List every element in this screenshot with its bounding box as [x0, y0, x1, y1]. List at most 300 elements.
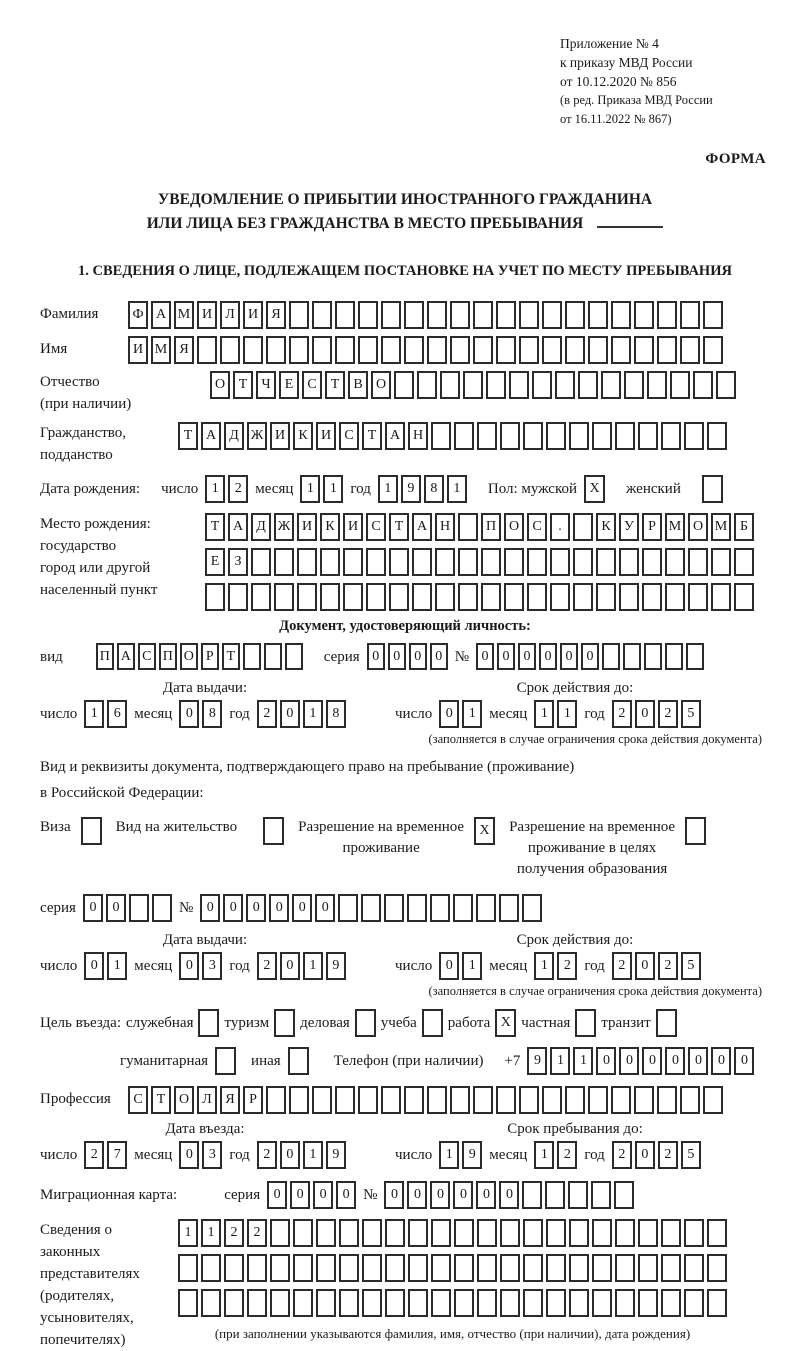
- form-cell[interactable]: 0: [642, 1047, 662, 1075]
- form-cell[interactable]: [381, 301, 401, 329]
- form-cell[interactable]: [440, 371, 460, 399]
- form-cell[interactable]: [450, 301, 470, 329]
- form-cell[interactable]: 0: [280, 1141, 300, 1169]
- form-cell[interactable]: [707, 1219, 727, 1247]
- form-cell[interactable]: [201, 1289, 221, 1317]
- form-cell[interactable]: И: [343, 513, 363, 541]
- form-cell[interactable]: [394, 371, 414, 399]
- form-cell[interactable]: 0: [560, 643, 578, 670]
- form-cell[interactable]: [665, 583, 685, 611]
- form-cell[interactable]: Ч: [256, 371, 276, 399]
- form-cell[interactable]: [384, 894, 404, 922]
- form-cell[interactable]: [320, 583, 340, 611]
- form-cell[interactable]: П: [96, 643, 114, 670]
- form-cell[interactable]: 2: [612, 1141, 632, 1169]
- form-cell[interactable]: [519, 336, 539, 364]
- form-cell[interactable]: [247, 1254, 267, 1282]
- form-cell[interactable]: П: [159, 643, 177, 670]
- temp-residence-edu-checkbox[interactable]: [685, 817, 706, 845]
- form-cell[interactable]: Л: [220, 301, 240, 329]
- form-cell[interactable]: 9: [401, 475, 421, 503]
- form-cell[interactable]: 1: [534, 1141, 554, 1169]
- form-cell[interactable]: [316, 1254, 336, 1282]
- form-cell[interactable]: [707, 422, 727, 450]
- form-cell[interactable]: М: [174, 301, 194, 329]
- form-cell[interactable]: [680, 336, 700, 364]
- form-cell[interactable]: 0: [200, 894, 220, 922]
- form-cell[interactable]: Я: [174, 336, 194, 364]
- form-cell[interactable]: [642, 548, 662, 576]
- form-cell[interactable]: [293, 1289, 313, 1317]
- form-cell[interactable]: [542, 1086, 562, 1114]
- form-cell[interactable]: 0: [439, 700, 459, 728]
- form-cell[interactable]: [243, 643, 261, 670]
- form-cell[interactable]: А: [117, 643, 135, 670]
- form-cell[interactable]: [430, 894, 450, 922]
- form-cell[interactable]: [274, 583, 294, 611]
- form-cell[interactable]: [205, 583, 225, 611]
- form-cell[interactable]: [224, 1289, 244, 1317]
- form-cell[interactable]: [573, 583, 593, 611]
- form-cell[interactable]: [619, 548, 639, 576]
- form-cell[interactable]: [408, 1254, 428, 1282]
- form-cell[interactable]: [289, 301, 309, 329]
- form-cell[interactable]: [601, 371, 621, 399]
- form-cell[interactable]: [615, 1219, 635, 1247]
- form-cell[interactable]: [427, 1086, 447, 1114]
- form-cell[interactable]: А: [228, 513, 248, 541]
- form-cell[interactable]: [588, 1086, 608, 1114]
- form-cell[interactable]: 5: [681, 1141, 701, 1169]
- form-cell[interactable]: [684, 1289, 704, 1317]
- form-cell[interactable]: [431, 422, 451, 450]
- form-cell[interactable]: [578, 371, 598, 399]
- form-cell[interactable]: Т: [233, 371, 253, 399]
- form-cell[interactable]: [591, 1181, 611, 1209]
- form-cell[interactable]: 0: [179, 952, 199, 980]
- form-cell[interactable]: З: [228, 548, 248, 576]
- form-cell[interactable]: 0: [635, 700, 655, 728]
- form-cell[interactable]: [546, 1289, 566, 1317]
- form-cell[interactable]: [243, 336, 263, 364]
- form-cell[interactable]: [496, 301, 516, 329]
- form-cell[interactable]: [427, 336, 447, 364]
- form-cell[interactable]: [224, 1254, 244, 1282]
- form-cell[interactable]: М: [665, 513, 685, 541]
- form-cell[interactable]: [220, 336, 240, 364]
- form-cell[interactable]: 9: [527, 1047, 547, 1075]
- form-cell[interactable]: 2: [612, 952, 632, 980]
- form-cell[interactable]: 0: [267, 1181, 287, 1209]
- form-cell[interactable]: [527, 583, 547, 611]
- form-cell[interactable]: [486, 371, 506, 399]
- form-cell[interactable]: [463, 371, 483, 399]
- form-cell[interactable]: [496, 336, 516, 364]
- form-cell[interactable]: 7: [107, 1141, 127, 1169]
- form-cell[interactable]: А: [412, 513, 432, 541]
- form-cell[interactable]: [684, 1254, 704, 1282]
- form-cell[interactable]: 0: [734, 1047, 754, 1075]
- form-cell[interactable]: [385, 1219, 405, 1247]
- form-cell[interactable]: М: [711, 513, 731, 541]
- form-cell[interactable]: [412, 583, 432, 611]
- form-cell[interactable]: [481, 583, 501, 611]
- purpose-tourism-checkbox[interactable]: [274, 1009, 295, 1037]
- form-cell[interactable]: [473, 301, 493, 329]
- form-cell[interactable]: [289, 336, 309, 364]
- form-cell[interactable]: Р: [243, 1086, 263, 1114]
- form-cell[interactable]: [592, 1254, 612, 1282]
- form-cell[interactable]: [404, 301, 424, 329]
- form-cell[interactable]: 1: [550, 1047, 570, 1075]
- form-cell[interactable]: [592, 1289, 612, 1317]
- form-cell[interactable]: [500, 1254, 520, 1282]
- form-cell[interactable]: [178, 1289, 198, 1317]
- form-cell[interactable]: [638, 1254, 658, 1282]
- form-cell[interactable]: С: [527, 513, 547, 541]
- form-cell[interactable]: 6: [107, 700, 127, 728]
- temp-residence-checkbox[interactable]: X: [474, 817, 495, 845]
- form-cell[interactable]: [569, 1289, 589, 1317]
- form-cell[interactable]: 1: [378, 475, 398, 503]
- form-cell[interactable]: И: [128, 336, 148, 364]
- form-cell[interactable]: [523, 1289, 543, 1317]
- purpose-other-checkbox[interactable]: [288, 1047, 309, 1075]
- form-cell[interactable]: [711, 583, 731, 611]
- form-cell[interactable]: И: [297, 513, 317, 541]
- form-cell[interactable]: [573, 513, 593, 541]
- form-cell[interactable]: [152, 894, 172, 922]
- form-cell[interactable]: В: [348, 371, 368, 399]
- form-cell[interactable]: [338, 894, 358, 922]
- form-cell[interactable]: 2: [658, 952, 678, 980]
- form-cell[interactable]: [458, 583, 478, 611]
- form-cell[interactable]: [532, 371, 552, 399]
- form-cell[interactable]: 1: [439, 1141, 459, 1169]
- form-cell[interactable]: [477, 1289, 497, 1317]
- form-cell[interactable]: [638, 422, 658, 450]
- form-cell[interactable]: [427, 301, 447, 329]
- form-cell[interactable]: [680, 1086, 700, 1114]
- form-cell[interactable]: [362, 1289, 382, 1317]
- form-cell[interactable]: .: [550, 513, 570, 541]
- form-cell[interactable]: Д: [251, 513, 271, 541]
- form-cell[interactable]: 0: [688, 1047, 708, 1075]
- form-cell[interactable]: 1: [201, 1219, 221, 1247]
- form-cell[interactable]: 0: [280, 700, 300, 728]
- form-cell[interactable]: [611, 301, 631, 329]
- form-cell[interactable]: [477, 1254, 497, 1282]
- form-cell[interactable]: 1: [573, 1047, 593, 1075]
- form-cell[interactable]: 0: [292, 894, 312, 922]
- purpose-humanitarian-checkbox[interactable]: [215, 1047, 236, 1075]
- form-cell[interactable]: [251, 583, 271, 611]
- form-cell[interactable]: [316, 1219, 336, 1247]
- form-cell[interactable]: [389, 583, 409, 611]
- form-cell[interactable]: 0: [581, 643, 599, 670]
- form-cell[interactable]: Т: [362, 422, 382, 450]
- form-cell[interactable]: [614, 1181, 634, 1209]
- form-cell[interactable]: 3: [202, 1141, 222, 1169]
- form-cell[interactable]: 8: [202, 700, 222, 728]
- form-cell[interactable]: 0: [179, 1141, 199, 1169]
- form-cell[interactable]: [634, 336, 654, 364]
- form-cell[interactable]: [476, 894, 496, 922]
- form-cell[interactable]: [385, 1254, 405, 1282]
- form-cell[interactable]: [504, 583, 524, 611]
- form-cell[interactable]: [542, 301, 562, 329]
- form-cell[interactable]: Р: [642, 513, 662, 541]
- form-cell[interactable]: [454, 1219, 474, 1247]
- form-cell[interactable]: [339, 1219, 359, 1247]
- form-cell[interactable]: [297, 548, 317, 576]
- form-cell[interactable]: 9: [462, 1141, 482, 1169]
- form-cell[interactable]: И: [316, 422, 336, 450]
- form-cell[interactable]: [568, 1181, 588, 1209]
- form-cell[interactable]: [661, 1219, 681, 1247]
- form-cell[interactable]: [703, 1086, 723, 1114]
- form-cell[interactable]: [228, 583, 248, 611]
- form-cell[interactable]: [481, 548, 501, 576]
- form-cell[interactable]: 8: [424, 475, 444, 503]
- form-cell[interactable]: [500, 1289, 520, 1317]
- form-cell[interactable]: 0: [430, 643, 448, 670]
- form-cell[interactable]: [293, 1254, 313, 1282]
- form-cell[interactable]: [431, 1254, 451, 1282]
- form-cell[interactable]: [688, 548, 708, 576]
- form-cell[interactable]: Л: [197, 1086, 217, 1114]
- form-cell[interactable]: [404, 1086, 424, 1114]
- form-cell[interactable]: [642, 583, 662, 611]
- form-cell[interactable]: 2: [247, 1219, 267, 1247]
- form-cell[interactable]: 2: [257, 1141, 277, 1169]
- form-cell[interactable]: [684, 1219, 704, 1247]
- form-cell[interactable]: [634, 1086, 654, 1114]
- form-cell[interactable]: 0: [84, 952, 104, 980]
- form-cell[interactable]: [684, 422, 704, 450]
- form-cell[interactable]: С: [128, 1086, 148, 1114]
- form-cell[interactable]: [638, 1289, 658, 1317]
- form-cell[interactable]: М: [151, 336, 171, 364]
- form-cell[interactable]: 2: [658, 1141, 678, 1169]
- form-cell[interactable]: [264, 643, 282, 670]
- form-cell[interactable]: [335, 301, 355, 329]
- form-cell[interactable]: [312, 336, 332, 364]
- form-cell[interactable]: [450, 1086, 470, 1114]
- form-cell[interactable]: [665, 643, 683, 670]
- form-cell[interactable]: [473, 336, 493, 364]
- purpose-transit-checkbox[interactable]: [656, 1009, 677, 1037]
- form-cell[interactable]: Т: [325, 371, 345, 399]
- form-cell[interactable]: 0: [635, 1141, 655, 1169]
- form-cell[interactable]: [573, 548, 593, 576]
- purpose-private-checkbox[interactable]: [575, 1009, 596, 1037]
- form-cell[interactable]: [404, 336, 424, 364]
- form-cell[interactable]: [201, 1254, 221, 1282]
- form-cell[interactable]: [734, 583, 754, 611]
- form-cell[interactable]: [316, 1289, 336, 1317]
- purpose-work-checkbox[interactable]: X: [495, 1009, 516, 1037]
- form-cell[interactable]: 1: [462, 952, 482, 980]
- female-checkbox[interactable]: [702, 475, 723, 503]
- form-cell[interactable]: [412, 548, 432, 576]
- form-cell[interactable]: 5: [681, 952, 701, 980]
- form-cell[interactable]: 1: [462, 700, 482, 728]
- form-cell[interactable]: 0: [518, 643, 536, 670]
- form-cell[interactable]: [688, 583, 708, 611]
- form-cell[interactable]: [596, 548, 616, 576]
- form-cell[interactable]: [270, 1289, 290, 1317]
- form-cell[interactable]: 0: [497, 643, 515, 670]
- form-cell[interactable]: 0: [711, 1047, 731, 1075]
- form-cell[interactable]: [527, 548, 547, 576]
- form-cell[interactable]: Д: [224, 422, 244, 450]
- form-cell[interactable]: [293, 1219, 313, 1247]
- form-cell[interactable]: 0: [315, 894, 335, 922]
- form-cell[interactable]: [496, 1086, 516, 1114]
- form-cell[interactable]: 0: [388, 643, 406, 670]
- form-cell[interactable]: [523, 1219, 543, 1247]
- form-cell[interactable]: 1: [557, 700, 577, 728]
- form-cell[interactable]: [611, 1086, 631, 1114]
- form-cell[interactable]: 2: [224, 1219, 244, 1247]
- form-cell[interactable]: [615, 422, 635, 450]
- form-cell[interactable]: [389, 548, 409, 576]
- form-cell[interactable]: [339, 1289, 359, 1317]
- form-cell[interactable]: [707, 1289, 727, 1317]
- form-cell[interactable]: Т: [389, 513, 409, 541]
- form-cell[interactable]: А: [385, 422, 405, 450]
- form-cell[interactable]: О: [371, 371, 391, 399]
- form-cell[interactable]: [473, 1086, 493, 1114]
- form-cell[interactable]: [458, 513, 478, 541]
- form-cell[interactable]: [661, 1254, 681, 1282]
- form-cell[interactable]: [661, 422, 681, 450]
- form-cell[interactable]: 1: [534, 952, 554, 980]
- form-cell[interactable]: [407, 894, 427, 922]
- form-cell[interactable]: [550, 548, 570, 576]
- form-cell[interactable]: [320, 548, 340, 576]
- form-cell[interactable]: [270, 1254, 290, 1282]
- form-cell[interactable]: А: [201, 422, 221, 450]
- form-cell[interactable]: [358, 301, 378, 329]
- form-cell[interactable]: [592, 422, 612, 450]
- form-cell[interactable]: [454, 422, 474, 450]
- form-cell[interactable]: [680, 301, 700, 329]
- form-cell[interactable]: 8: [326, 700, 346, 728]
- form-cell[interactable]: [522, 1181, 542, 1209]
- form-cell[interactable]: [615, 1254, 635, 1282]
- form-cell[interactable]: 2: [257, 700, 277, 728]
- form-cell[interactable]: О: [180, 643, 198, 670]
- form-cell[interactable]: 3: [202, 952, 222, 980]
- form-cell[interactable]: И: [197, 301, 217, 329]
- form-cell[interactable]: 0: [290, 1181, 310, 1209]
- form-cell[interactable]: Н: [408, 422, 428, 450]
- form-cell[interactable]: Б: [734, 513, 754, 541]
- form-cell[interactable]: [615, 1289, 635, 1317]
- form-cell[interactable]: 1: [534, 700, 554, 728]
- form-cell[interactable]: 1: [205, 475, 225, 503]
- form-cell[interactable]: [362, 1219, 382, 1247]
- form-cell[interactable]: [545, 1181, 565, 1209]
- form-cell[interactable]: [711, 548, 731, 576]
- form-cell[interactable]: [500, 1219, 520, 1247]
- form-cell[interactable]: [247, 1289, 267, 1317]
- form-cell[interactable]: 5: [681, 700, 701, 728]
- form-cell[interactable]: [477, 1219, 497, 1247]
- form-cell[interactable]: К: [320, 513, 340, 541]
- form-cell[interactable]: [335, 1086, 355, 1114]
- form-cell[interactable]: 0: [367, 643, 385, 670]
- form-cell[interactable]: Ж: [247, 422, 267, 450]
- form-cell[interactable]: Е: [279, 371, 299, 399]
- form-cell[interactable]: [312, 1086, 332, 1114]
- form-cell[interactable]: О: [210, 371, 230, 399]
- form-cell[interactable]: 1: [303, 1141, 323, 1169]
- form-cell[interactable]: 2: [257, 952, 277, 980]
- form-cell[interactable]: [555, 371, 575, 399]
- form-cell[interactable]: [546, 1254, 566, 1282]
- form-cell[interactable]: [661, 1289, 681, 1317]
- form-cell[interactable]: [381, 336, 401, 364]
- form-cell[interactable]: [358, 336, 378, 364]
- form-cell[interactable]: [624, 371, 644, 399]
- form-cell[interactable]: О: [504, 513, 524, 541]
- form-cell[interactable]: [178, 1254, 198, 1282]
- form-cell[interactable]: И: [270, 422, 290, 450]
- form-cell[interactable]: 9: [326, 952, 346, 980]
- form-cell[interactable]: [408, 1289, 428, 1317]
- form-cell[interactable]: [569, 422, 589, 450]
- form-cell[interactable]: [693, 371, 713, 399]
- form-cell[interactable]: 0: [223, 894, 243, 922]
- form-cell[interactable]: [623, 643, 641, 670]
- form-cell[interactable]: [504, 548, 524, 576]
- form-cell[interactable]: [522, 894, 542, 922]
- form-cell[interactable]: 1: [447, 475, 467, 503]
- form-cell[interactable]: [592, 1219, 612, 1247]
- form-cell[interactable]: Я: [266, 301, 286, 329]
- form-cell[interactable]: 2: [84, 1141, 104, 1169]
- form-cell[interactable]: [519, 301, 539, 329]
- form-cell[interactable]: А: [151, 301, 171, 329]
- form-cell[interactable]: [435, 583, 455, 611]
- form-cell[interactable]: 1: [323, 475, 343, 503]
- form-cell[interactable]: [366, 548, 386, 576]
- form-cell[interactable]: 2: [557, 952, 577, 980]
- form-cell[interactable]: Р: [201, 643, 219, 670]
- form-cell[interactable]: [611, 336, 631, 364]
- form-cell[interactable]: 1: [300, 475, 320, 503]
- form-cell[interactable]: [703, 301, 723, 329]
- form-cell[interactable]: 0: [280, 952, 300, 980]
- form-cell[interactable]: 0: [665, 1047, 685, 1075]
- form-cell[interactable]: 0: [336, 1181, 356, 1209]
- form-cell[interactable]: 0: [635, 952, 655, 980]
- form-cell[interactable]: [358, 1086, 378, 1114]
- visa-checkbox[interactable]: [81, 817, 102, 845]
- form-cell[interactable]: [454, 1254, 474, 1282]
- form-cell[interactable]: [274, 548, 294, 576]
- form-cell[interactable]: Я: [220, 1086, 240, 1114]
- form-cell[interactable]: [596, 583, 616, 611]
- form-cell[interactable]: [458, 548, 478, 576]
- form-cell[interactable]: [686, 643, 704, 670]
- form-cell[interactable]: 1: [107, 952, 127, 980]
- form-cell[interactable]: [657, 336, 677, 364]
- form-cell[interactable]: О: [688, 513, 708, 541]
